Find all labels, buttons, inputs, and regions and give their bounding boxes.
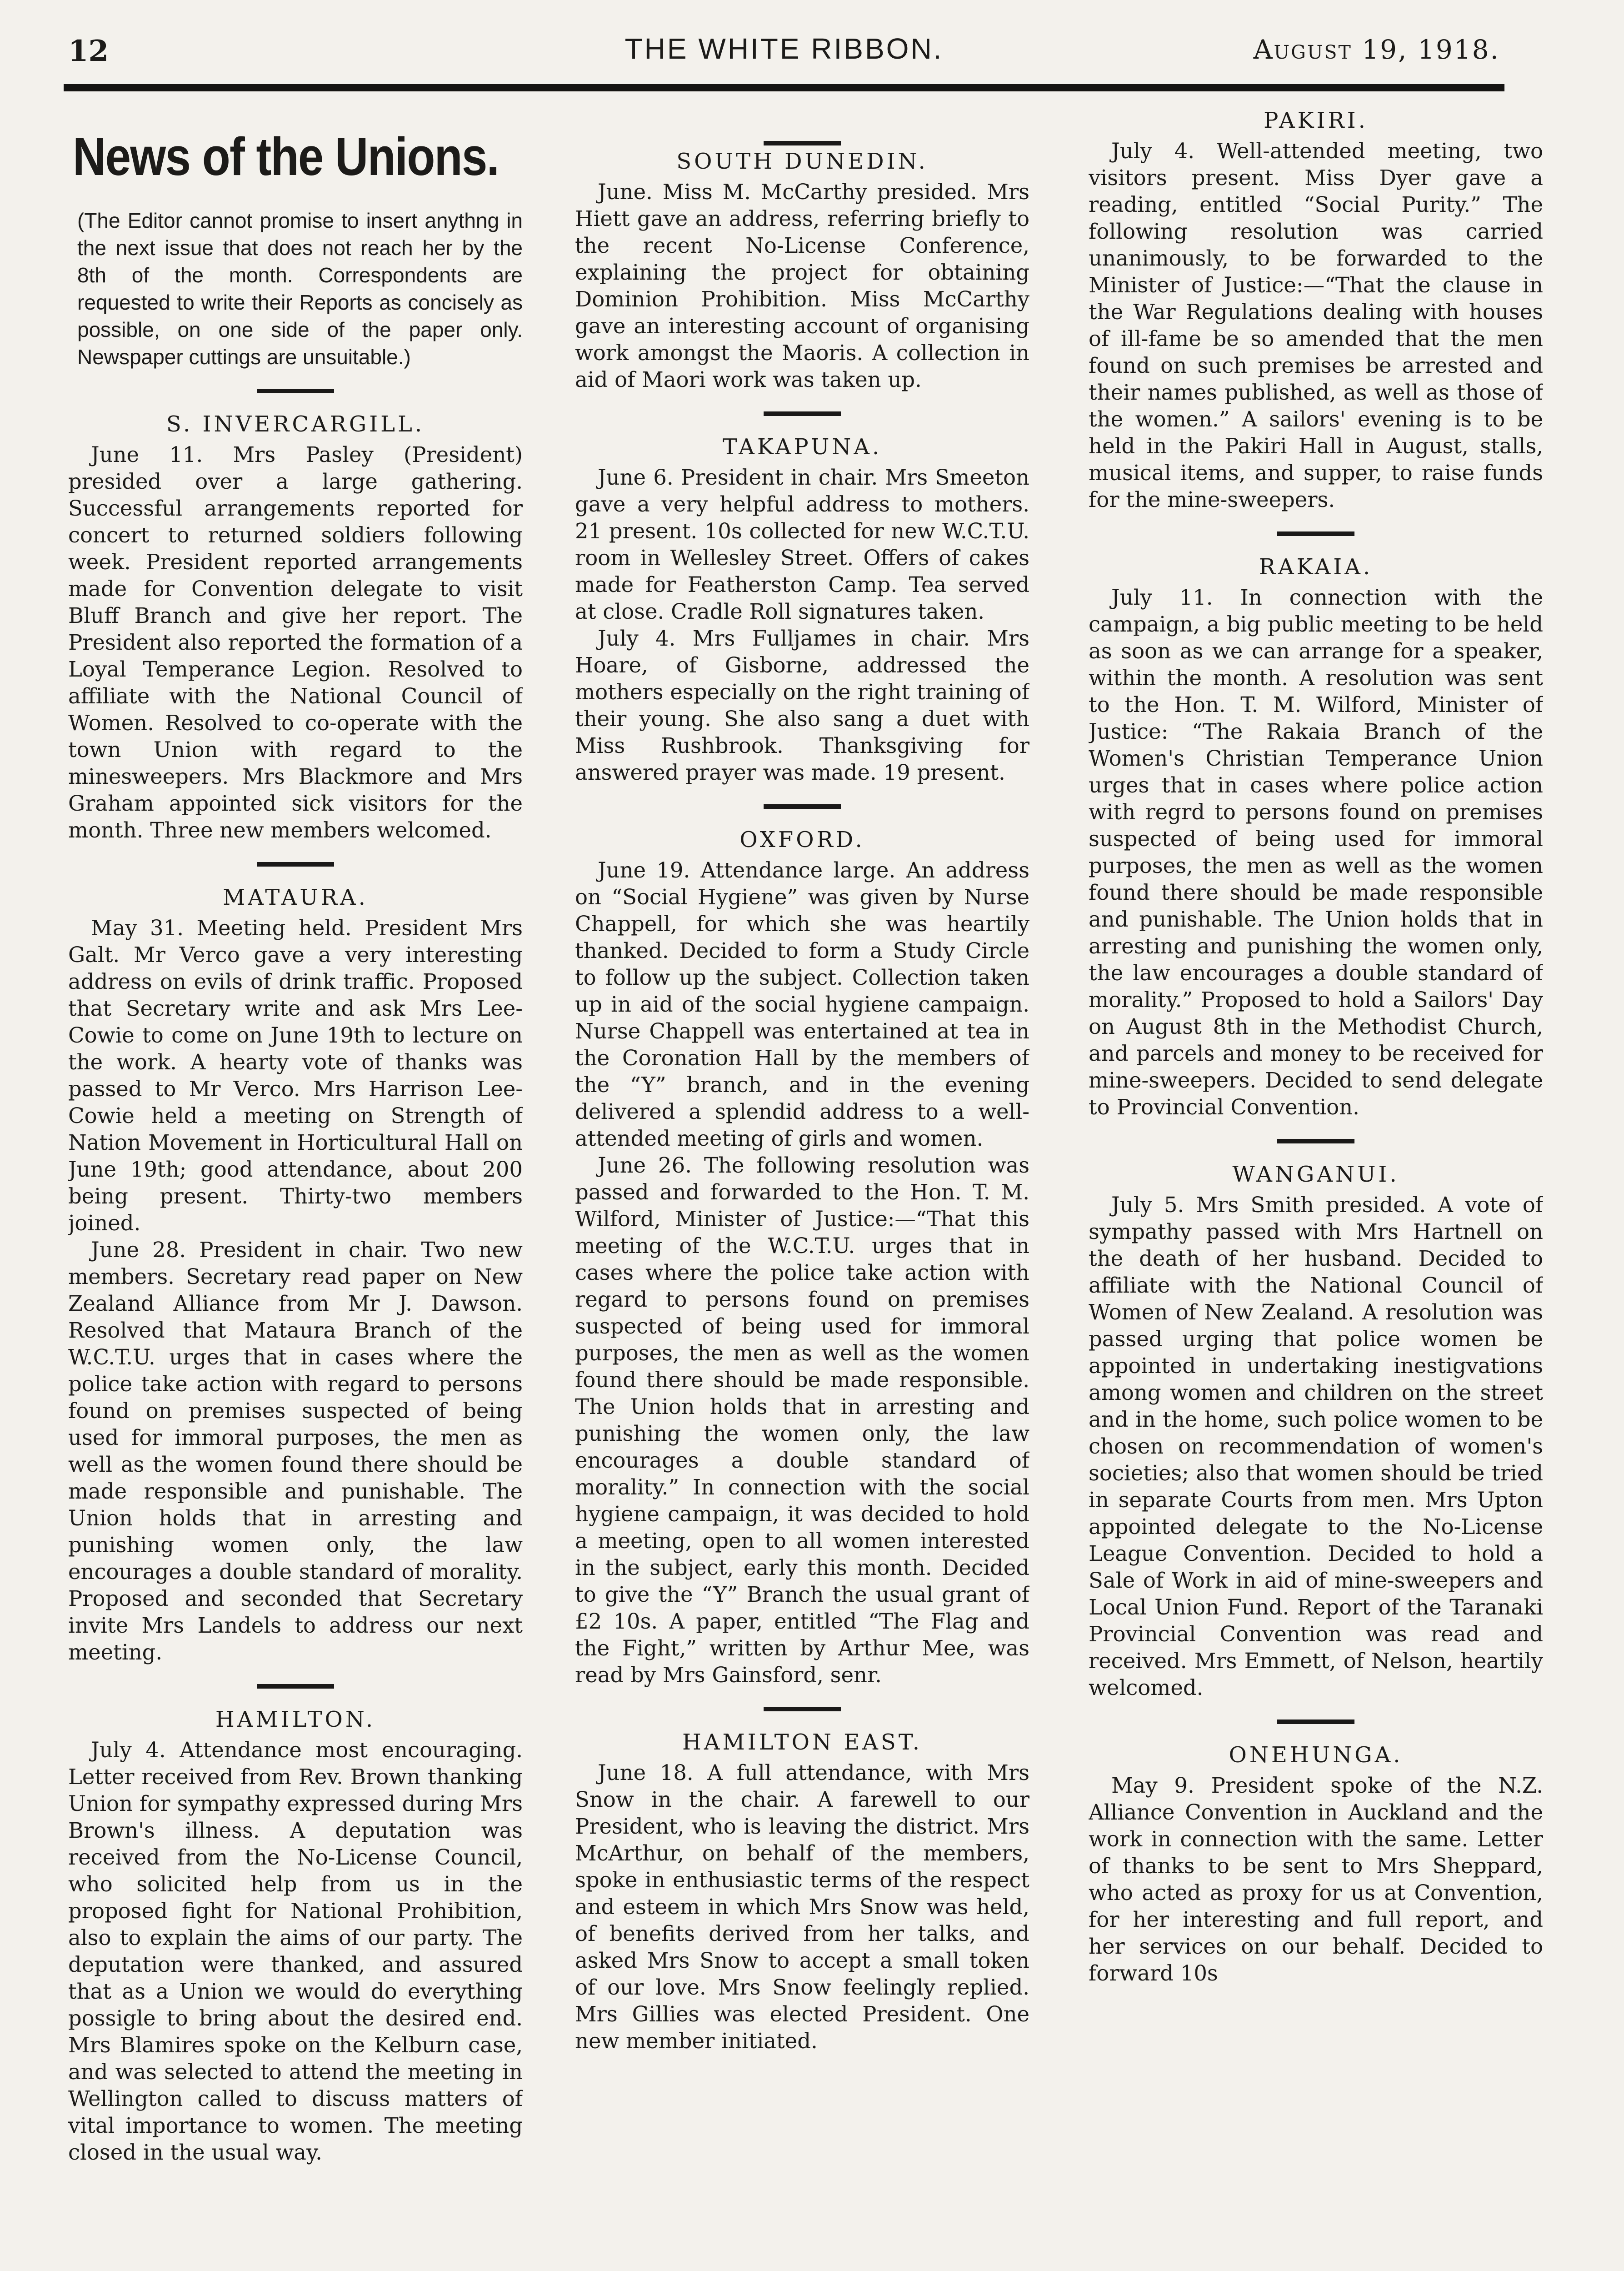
report-paragraph: May 31. Meeting held. President Mrs Galt. Mr Verco gave a very interesting address on evils of drink traffic. Proposed that Secretary write and ask Mrs Lee-Cowie to come on June 19th to lecture on the work. A hearty vote of thanks was passed to Mr Verco. Mrs Harrison Lee-Cowie held a meeting on Strength of Nation Movement in Horticultural Hall on June 19th; good attendance, about 200 being present. Thirty-two members joined.	[68, 916, 523, 1235]
report-paragraph: July 4. Mrs Fulljames in chair. Mrs Hoare, of Gisborne, addressed the mothers especially on the right training of their young. She also sang a duet with Miss Rushbrook. Thanksgiving for answered prayer was made. 19 present.	[575, 626, 1029, 785]
column-3	[1089, 107, 1543, 2253]
section-divider	[257, 1684, 334, 1689]
report-paragraph: May 9. President spoke of the N.Z. Alliance Convention in Auckland and the work in connection with the same. Letter of thanks to be sent to Mrs Sheppard, who acted as proxy for us at Convention, for her interesting and full report, and her services on our behalf. Decided to forward 10s	[1089, 1773, 1543, 1985]
section-divider	[764, 804, 841, 809]
report-paragraph: June 11. Mrs Pasley (President) presided over a large gathering. Successful arrangements reported for concert to returned soldiers following week. President reported arrangements made for Convention delegate to visit Bluff Branch and give her report. The President also reported the formation of a Loyal Temperance Legion. Resolved to affiliate with the National Council of Women. Resolved to co-operate with the town Union with regard to the minesweepers. Mrs Blackmore and Mrs Graham appointed sick visitors for the month. Three new members welcomed.	[68, 442, 523, 842]
section-divider	[257, 389, 334, 393]
page-title: News of the Unions.	[73, 127, 499, 187]
report-paragraph: June 19. Attendance large. An address on “Social Hygiene” was given by Nurse Chappell, for which she was heartily thanked. Decided to form a Study Circle to follow up the subject. Collection taken up in aid of the social hygiene campaign. Nurse Chappell was entertained at tea in the Coronation Hall by the members of the “Y” branch, and in the evening delivered a splendid address to a well-attended meeting of girls and women.	[575, 858, 1029, 1151]
section-divider	[1277, 1720, 1354, 1724]
section-heading-mataura: MATAURA.	[223, 885, 368, 910]
report-paragraph: June. Miss M. McCarthy presided. Mrs Hiett gave an address, referring briefly to the recent No-License Conference, explaining the project for obtaining Dominion Prohibition. Miss McCarthy gave an interesting account of organising work amongst the Maoris. A collection in aid of Maori work was taken up.	[575, 180, 1029, 392]
section-heading-pakiri: PAKIRI.	[1264, 108, 1368, 133]
report-paragraph: July 4. Well-attended meeting, two visitors present. Miss Dyer gave a reading, entitled “Social Purity.” The following resolution was carried unanimously, to be forwarded to the Minister of Justice:—“That the clause in the War Regulations dealing with houses of ill-fame be so amended that the men found on such premises be arrested and their names published, as well as those of the women.” A sailors' evening is to be held in the Pakiri Hall in August, stalls, musical items, and supper, to raise funds for the mine-sweepers.	[1089, 139, 1543, 512]
column-2	[575, 107, 1029, 2253]
page-header	[68, 25, 1500, 80]
publication-title: THE WHITE RIBBON.	[625, 32, 944, 65]
header-rule	[64, 84, 1504, 91]
section-heading-oxford: OXFORD.	[740, 827, 865, 852]
page-number: 12	[68, 34, 109, 68]
section-divider	[1277, 531, 1354, 536]
section-divider	[764, 411, 841, 416]
report-paragraph: June 26. The following resolution was passed and forwarded to the Hon. T. M. Wilford, Minister of Justice:—“That this meeting of the W.C.T.U. urges that in cases where the police take action with regard to persons found on premises suspected of being used for immoral purposes, the men as well as the women found there should be made responsible. The Union holds that in arresting and punishing the women only, the law encourages a double standard of morality.” In connection with the social hygiene campaign, it was decided to hold a meeting, open to all women interested in the subject, early this month. Decided to give the “Y” Branch the usual grant of £2 10s. A paper, entitled “The Flag and the Fight,” written by Arthur Mee, was read by Mrs Gainsford, senr.	[575, 1153, 1029, 1687]
section-heading-onehunga: ONEHUNGA.	[1229, 1742, 1403, 1768]
section-divider	[1277, 1139, 1354, 1143]
report-paragraph: June 28. President in chair. Two new members. Secretary read paper on New Zealand Alliance from Mr J. Dawson. Resolved that Mataura Branch of the W.C.T.U. urges that in cases where the police take action with regard to persons found on premises suspected of being used for immoral purposes, the men as well as the women found there should be made responsible and punishable. The Union holds that in arresting and punishing women only, the law encourages a double standard of morality. Proposed and seconded that Secretary invite Mrs Landels to address our next meeting.	[68, 1238, 523, 1664]
report-paragraph: July 11. In connection with the campaign, a big public meeting to be held as soon as we can arrange for a speaker, within the month. A resolution was sent to the Hon. T. M. Wilford, Minister of Justice: “The Rakaia Branch of the Women's Christian Temperance Union urges that in cases where police action with regrd to persons found on premises suspected of being used for immoral purposes, the men as well as the women found there should be made responsible and punishable. The Union holds that in arresting and punishing the women only, the law encourages a double standard of morality.” Proposed to hold a Sailors' Day on August 8th in the Methodist Church, and parcels and money to be received for mine-sweepers. Decided to send delegate to Provincial Convention.	[1089, 585, 1543, 1119]
section-heading-south-dunedin: SOUTH DUNEDIN.	[676, 149, 928, 174]
section-heading-hamilton-east: HAMILTON EAST.	[682, 1730, 923, 1755]
report-paragraph: July 5. Mrs Smith presided. A vote of sympathy passed with Mrs Hartnell on the death of her husband. Decided to affiliate with the National Council of Women of New Zealand. A resolution was passed urging that police women be appointed in undertaking inestigvations among women and children on the street and in the home, such police women to be chosen on recommendation of women's societies; also that women should be tried in separate Courts from men. Mrs Upton appointed delegate to the No-License League Convention. Decided to hold a Sale of Work in aid of mine-sweepers and Local Union Fund. Report of the Taranaki Provincial Convention was read and received. Mrs Emmett, of Nelson, heartily welcomed.	[1089, 1193, 1543, 1700]
report-paragraph: June 6. President in chair. Mrs Smeeton gave a very helpful address to mothers. 21 present. 10s collected for new W.C.T.U. room in Wellesley Street. Offers of cakes made for Featherston Camp. Tea served at close. Cradle Roll signatures taken.	[575, 465, 1029, 624]
section-heading-rakaia: RAKAIA.	[1259, 554, 1373, 580]
section-divider	[257, 862, 334, 867]
editor-note: (The Editor cannot promise to insert anythng in the next issue that does not reach her by the 8th of the month. Correspondents are requested to write their Reports as concisely as possible, on one side of the paper only. Newspaper cuttings are unsuitable.)	[77, 209, 523, 369]
section-divider	[575, 125, 1029, 134]
section-divider	[764, 1707, 841, 1711]
section-heading-takapuna: TAKAPUNA.	[722, 434, 882, 460]
report-paragraph: July 4. Attendance most encouraging. Letter received from Rev. Brown thanking Union for sympathy expressed during Mrs Brown's illness. A deputation was received from the No-License Council, who solicited help from us in the proposed fight for National Prohibition, also to explain the aims of our party. The deputation were thanked, and assured that as a Union we would do everything possigle to bring about the desired end. Mrs Blamires spoke on the Kelburn case, and was selected to attend the meeting in Wellington called to discuss matters of vital importance to women. The meeting closed in the usual way.	[68, 1738, 523, 2165]
issue-date: August 19, 1918.	[1253, 34, 1500, 65]
section-heading-hamilton: HAMILTON.	[215, 1707, 376, 1732]
column-1	[68, 107, 523, 2253]
section-heading-s-invercargill: S. INVERCARGILL.	[166, 411, 425, 437]
section-heading-wanganui: WANGANUI.	[1232, 1162, 1399, 1187]
report-paragraph: June 18. A full attendance, with Mrs Snow in the chair. A farewell to our President, who is leaving the district. Mrs McArthur, on behalf of the members, spoke in enthusiastic terms of the respect and esteem in which Mrs Snow was held, of benefits derived from her talks, and asked Mrs Snow to accept a small token of our love. Mrs Snow feelingly replied. Mrs Gillies was elected President. One new member initiated.	[575, 1760, 1029, 2053]
